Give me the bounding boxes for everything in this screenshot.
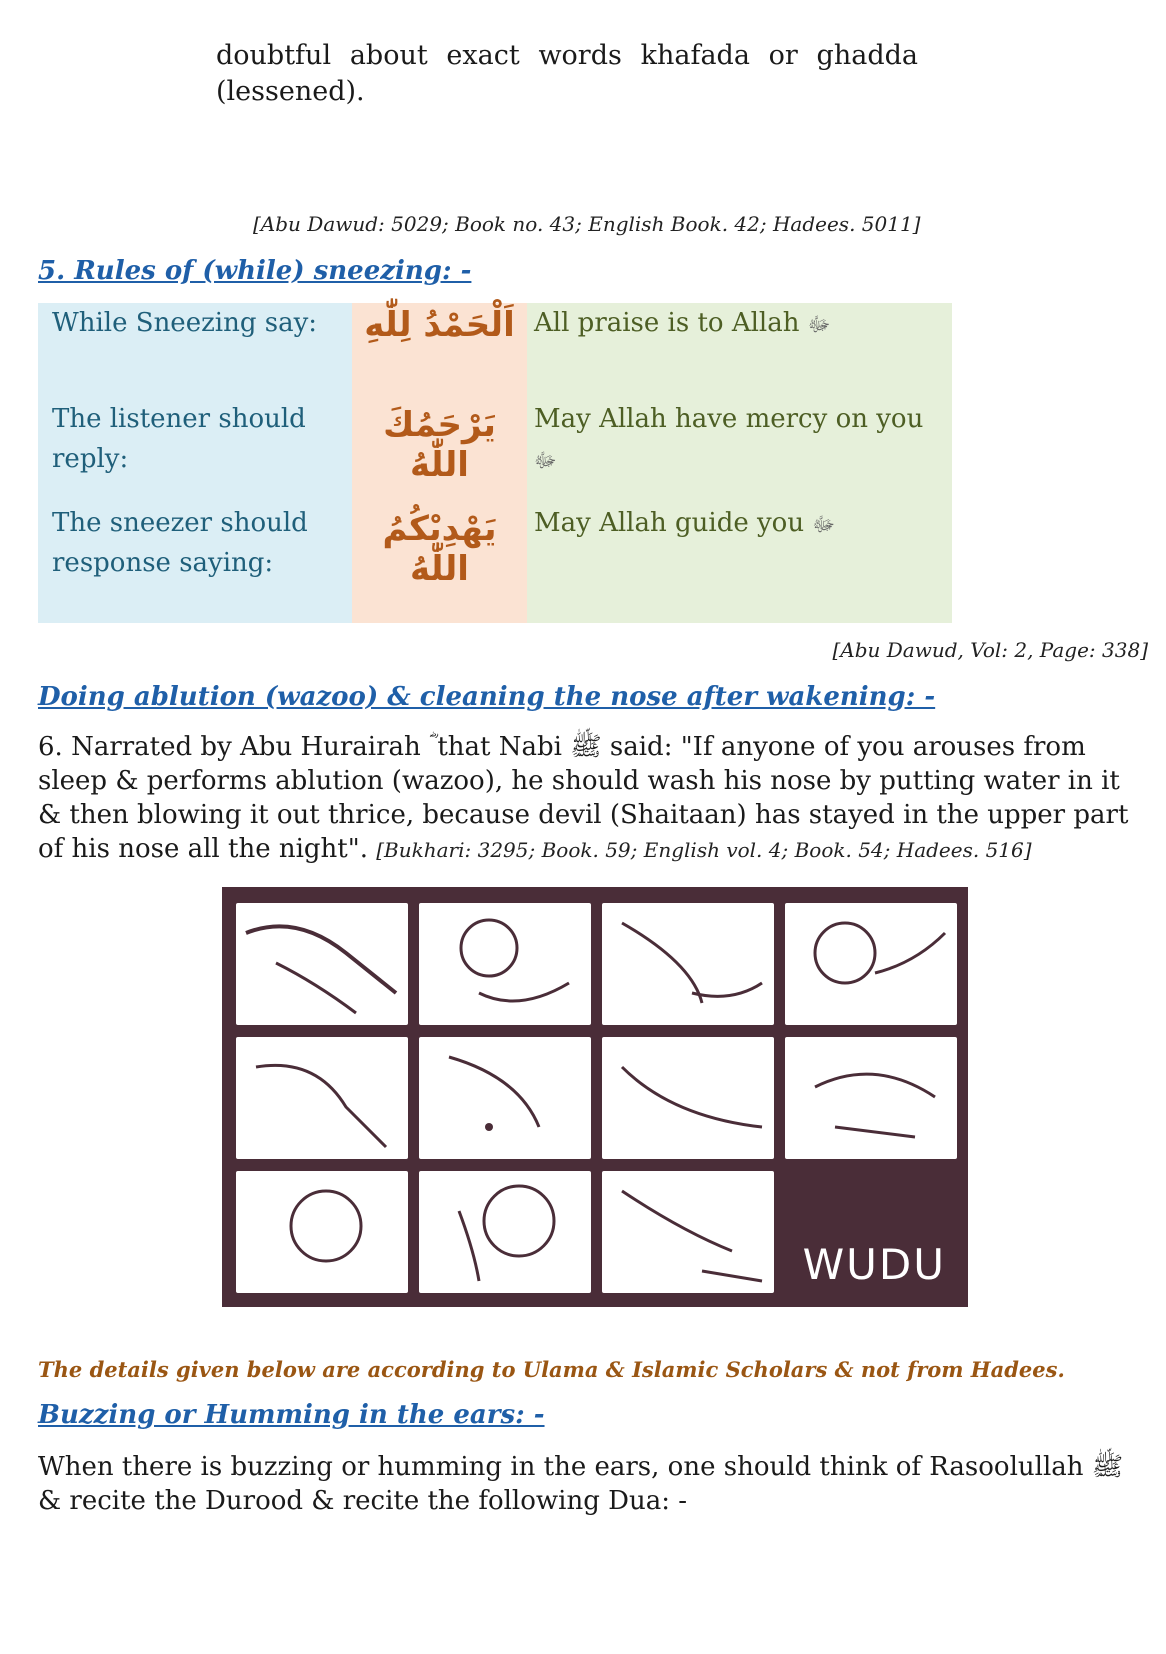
ablution-heading: Doing ablution (wazoo) & cleaning the nose after wakening: - [38, 682, 936, 712]
buzzing-heading: Buzzing or Humming in the ears: - [38, 1400, 545, 1430]
wudu-step-ears [419, 1171, 591, 1293]
row1-arabic: اَلْحَمْدُ لِلّٰهِ [364, 305, 515, 345]
row2-arabic: يَرْحَمُكَ اللّٰهُ [383, 405, 496, 485]
row3-translation: May Allah guide you [534, 508, 805, 538]
wudu-step-arms-2 [785, 1037, 957, 1159]
row3-arabic: يَهْدِيْكُمُ اللّٰهُ [382, 509, 497, 589]
row1-label: While Sneezing say: [52, 308, 318, 338]
reference-abu-dawud-vol2: [Abu Dawud, Vol: 2, Page: 338] [832, 638, 1148, 662]
scholars-note: The details given below are according to Ulama & Islamic Scholars & not from Hadees. [38, 1357, 1065, 1382]
row1-translation: All praise is to Allah [534, 308, 800, 338]
honorific-symbol: ﷻ [534, 448, 557, 472]
row2-translation: May Allah have mercy on you [534, 404, 924, 434]
wudu-step-feet [602, 1171, 774, 1293]
wudu-step-rinse-mouth [419, 903, 591, 1025]
honorific-symbol: ﷻ [812, 512, 835, 536]
wudu-step-nose [785, 903, 957, 1025]
hadith-6-paragraph [38, 730, 1148, 867]
hadith-6-text: 6. Narrated by Abu Hurairah ؓ that Nabi ﷺ said: "If anyone of you arouses from sleep & performs ablution (wazoo), he should wash his nose by putting water in it & then blowing it out thrice, because devil (Shaitaan) has stayed in the upper part of his nose all the night". [38, 732, 1129, 864]
section-5-heading: 5. Rules of (while) sneezing: - [38, 256, 472, 286]
wudu-step-mouth [602, 903, 774, 1025]
reference-abu-dawud-5029: [Abu Dawud: 5029; Book no. 43; English Book. 42; Hadees. 5011] [253, 212, 921, 236]
row3-label: The sneezer should response saying: [52, 508, 308, 578]
wudu-step-face [236, 1037, 408, 1159]
wudu-illustration [222, 887, 968, 1307]
buzzing-paragraph: When there is buzzing or humming in the ears, one should think of Rasoolullah ﷺ & recite the Durood & recite the following Dua: - [38, 1452, 1124, 1516]
wudu-step-arms [602, 1037, 774, 1159]
wudu-step-head [236, 1171, 408, 1293]
sneezing-table [38, 303, 952, 623]
wudu-label: WUDU [802, 1240, 946, 1289]
row2-label: The listener should reply: [52, 404, 306, 474]
wudu-step-wash-hands [236, 903, 408, 1025]
intro-paragraph: doubtful about exact words khafada or ghadda (lessened). [216, 40, 918, 107]
hadith-6-reference: [Bukhari: 3295; Book. 59; English vol. 4; Book. 54; Hadees. 516] [376, 838, 1032, 862]
honorific-symbol: ﷻ [807, 312, 831, 336]
wudu-step-face-2 [419, 1037, 591, 1159]
